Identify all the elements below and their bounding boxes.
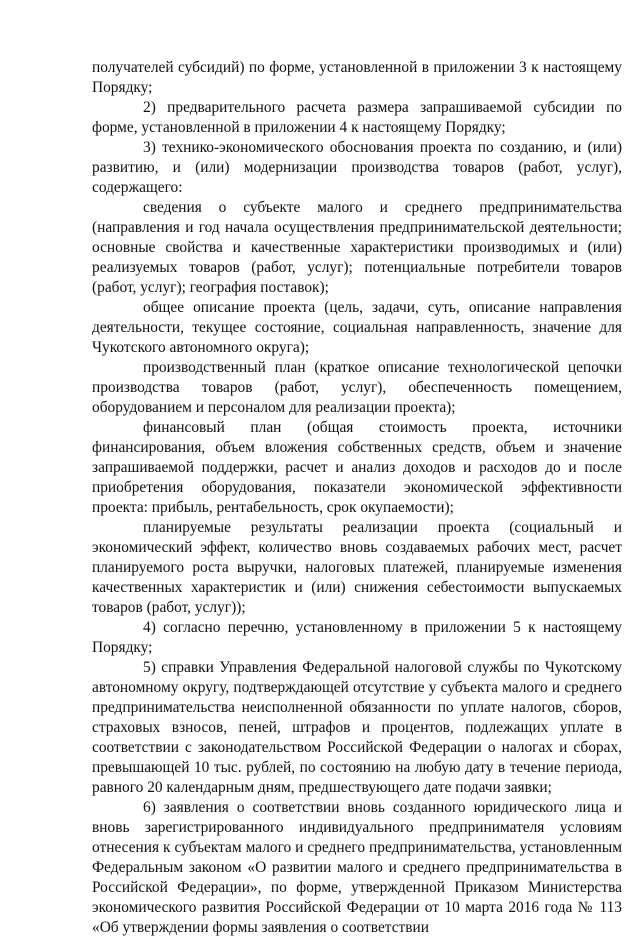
paragraph-item-3: 3) технико-экономического обоснования проекта по созданию, и (или) развитию, и (или) модернизации производства товаров (работ, услуг), содержащего: (92, 139, 622, 196)
paragraph-item-4: 4) согласно перечню, установленному в приложении 5 к настоящему Порядку; (92, 619, 622, 656)
paragraph-planned-results: планируемые результаты реализации проекта (социальный и экономический эффект, количество вновь создаваемых рабочих мест, расчет планируемого роста выручки, налоговых платежей, планируемые изменения качественных характеристик и (или) снижения себестоимости выпускаемых товаров (работ, услуг)); (92, 519, 622, 616)
paragraph-continuation: получателей субсидий) по форме, установленной в приложении 3 к настоящему Порядку; (92, 59, 622, 96)
document-page (92, 58, 622, 938)
paragraph-item-2: 2) предварительного расчета размера запрашиваемой субсидии по форме, установленной в приложении 4 к настоящему Порядку; (92, 99, 622, 136)
paragraph-item-6: 6) заявления о соответствии вновь созданного юридического лица и вновь зарегистрированного индивидуального предпринимателя условиям отнесения к субъектам малого и среднего предпринимательства, установленным Федеральным законом «О развитии малого и среднего предпринимательства в Российской Федерации», по форме, утвержденной Приказом Министерства экономического развития Российской Федерации от 10 марта 2016 года № 113 «Об утверждении формы заявления о соответствии (92, 799, 622, 936)
paragraph-production-plan: производственный план (краткое описание технологической цепочки производства товаров (работ, услуг), обеспеченность помещением, оборудованием и персоналом для реализации проекта); (92, 359, 622, 416)
paragraph-project-description: общее описание проекта (цель, задачи, суть, описание направления деятельности, текущее состояние, социальная направленность, значение для Чукотского автономного округа); (92, 299, 622, 356)
paragraph-item-5: 5) справки Управления Федеральной налоговой службы по Чукотскому автономному округу, подтверждающей отсутствие у субъекта малого и среднего предпринимательства неисполненной обязанности по уплате налогов, сборов, страховых взносов, пеней, штрафов и процентов, подлежащих уплате в соответствии с законодательством Российской Федерации о налогах и сборах, превышающей 10 тыс. рублей, по состоянию на любую дату в течение периода, равного 20 календарным дням, предшествующего дате подачи заявки; (92, 659, 622, 796)
paragraph-subject-info: сведения о субъекте малого и среднего предпринимательства (направления и год начала осуществления предпринимательской деятельности; основные свойства и качественные характеристики производимых и (или) реализуемых товаров (работ, услуг); потенциальные потребители товаров (работ, услуг); география поставок); (92, 199, 622, 296)
paragraph-financial-plan: финансовый план (общая стоимость проекта, источники финансирования, объем вложения собственных средств, объем и значение запрашиваемой поддержки, расчет и анализ доходов и расходов до и после приобретения оборудования, показатели экономической эффективности проекта: прибыль, рентабельность, срок окупаемости); (92, 419, 622, 516)
